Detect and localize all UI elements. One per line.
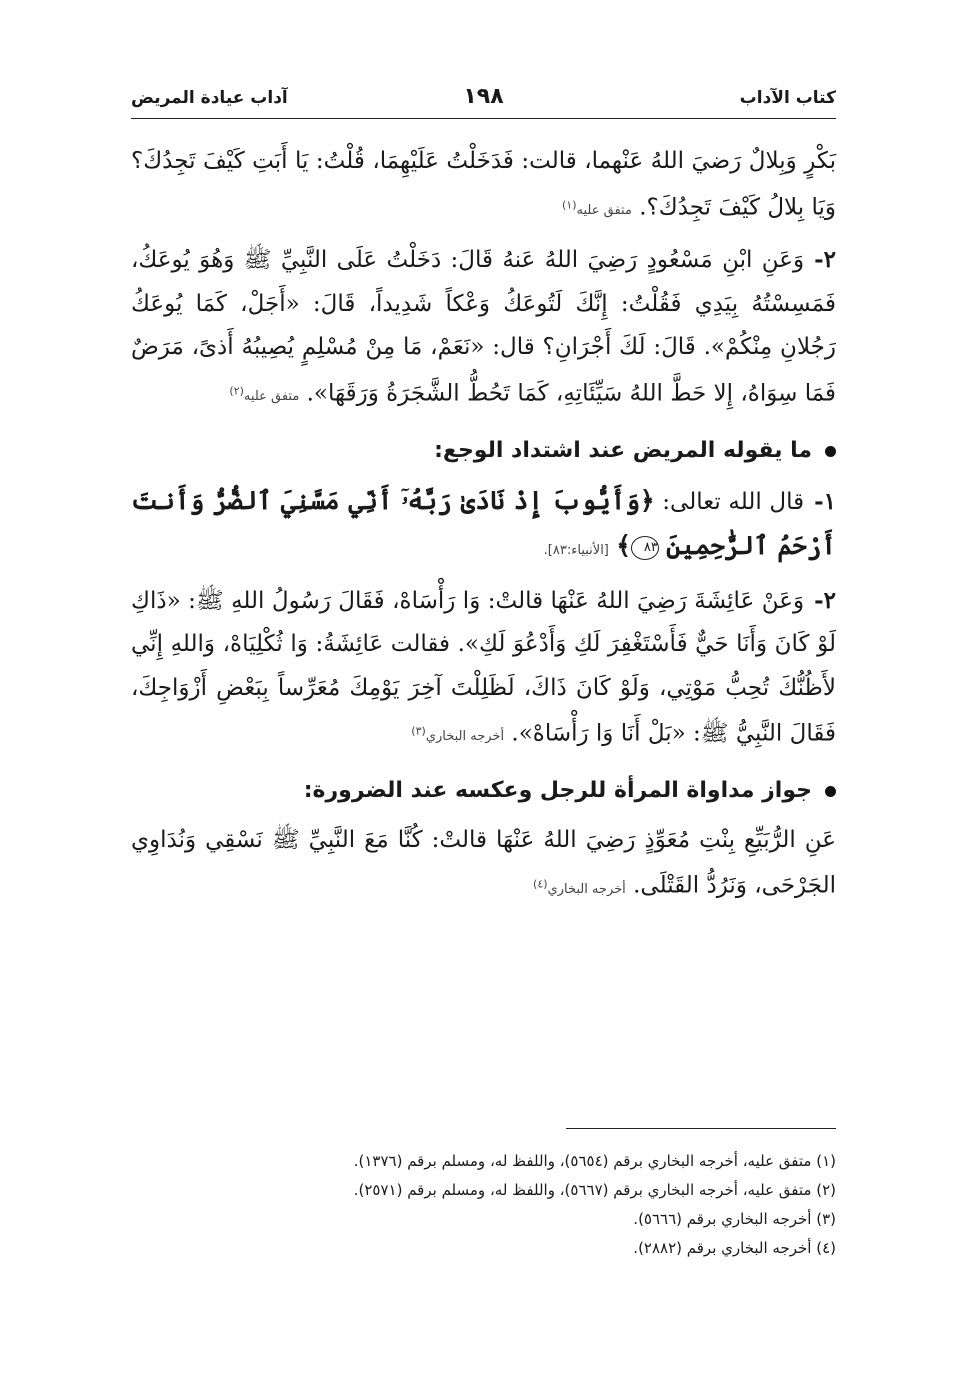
item-number: ٢- (814, 246, 836, 274)
footnote-marker[interactable]: (١) (562, 198, 577, 212)
page-number: ١٩٨ (463, 84, 504, 109)
footnote-divider (566, 1128, 836, 1129)
paragraph-1 (131, 140, 836, 232)
section-heading: جواز مداواة المرأة للرجل وعكسه عند الضرورة: (131, 769, 836, 813)
item-number: ٢- (814, 586, 836, 614)
page-body (131, 140, 836, 911)
paragraph-text: عَنِ الرُّبَيِّعِ بِنْتِ مُعَوِّذٍ رَضِيَ اللهُ عَنْهَا قالتْ: كُنَّا مَعَ النَّبِيِّ ﷺ نَسْقِي وَنُدَاوِي الجَرْحَى، وَنَرُدُّ القَتْلَى. (131, 826, 836, 899)
footnote-marker[interactable]: (٢) (229, 384, 244, 398)
verse-intro: قال الله تعالى: (662, 488, 805, 515)
footnote-item: (٤) أخرجه البخاري برقم (٢٨٨٢). (633, 1239, 836, 1257)
hadith-2 (131, 238, 836, 418)
hadith-reference: متفق عليه$^{(٢)}$ (229, 384, 300, 405)
hadith-reference: أخرجه البخاري$^{(٣)}$ (411, 725, 505, 745)
footnotes (131, 1147, 836, 1263)
header-divider (131, 118, 836, 119)
surah-reference: [الأنبياء:٨٣]. (543, 543, 609, 559)
bullet-icon (825, 446, 836, 457)
chapter-title: آداب عيادة المريض (131, 88, 288, 108)
item-number: ١- (814, 487, 836, 515)
hadith-rubayyi (131, 819, 836, 911)
page-header (131, 84, 836, 118)
quran-verse-item (131, 479, 836, 573)
hadith-aisha (131, 579, 836, 759)
ayah-number-icon: ٨٣ (631, 536, 659, 560)
section-heading: ما يقوله المريض عند اشتداد الوجع: (131, 429, 836, 473)
quran-verse: ﴿وَأَيُّوبَ إِذْ نَادَىٰ رَبَّهُۥٓ أَنِّي مَسَّنِيَ ٱلضُّرُّ وَأَنتَ أَرْحَمُ ٱلرَّٰحِمِينَ (131, 485, 836, 561)
paragraph-text: وَعَنِ ابْنِ مَسْعُودٍ رَضِيَ اللهُ عَنهُ قَالَ: دَخَلْتُ عَلَى النَّبِيِّ ﷺ وَهُوَ يُوعَكُ، فَمَسِسْتُهُ بِيَدِي فَقُلْتُ: إِنَّكَ لَتُوعَكُ وَعْكاً شَدِيداً، قَالَ: «أَجَلْ، كَمَا يُوعَكُ رَجُلانِ مِنْكُمْ». قَالَ: لَكَ أَجْرَانِ؟ قال: «نَعَمْ، مَا مِنْ مُسْلِمٍ يُصِيبُهُ أَذىً، مَرَضٌ فَمَا سِوَاهُ، إِلا حَطَّ اللهُ سَيِّئَاتِهِ، كَمَا تَحُطُّ الشَّجَرَةُ وَرَقَهَا». (131, 247, 836, 407)
footnote-item: (١) متفق عليه، أخرجه البخاري برقم (٥٦٥٤)، واللفظ له، ومسلم برقم (١٣٧٦). (353, 1152, 836, 1170)
hadith-reference: متفق عليه$^{(١)}$ (562, 198, 632, 218)
hadith-reference: أخرجه البخاري$^{(٤)}$ (533, 877, 626, 897)
paragraph-text: وَعَنْ عَائِشَةَ رَضِيَ اللهُ عَنْهَا قالتْ: وَا رَأْسَاهْ، فَقَالَ رَسُولُ اللهِ ﷺ: «ذَاكِ لَوْ كَانَ وَأَنَا حَيٌّ فَأَسْتَغْفِرَ لَكِ وَأَدْعُوَ لَكِ». فقالت عَائِشَةُ: وَا ثُكْلِيَاهْ، وَاللهِ إِنِّي لأَظُنُّكَ تُحِبُّ مَوْتِي، وَلَوْ كَانَ ذَاكَ، لَظَلِلْتَ آخِرَ يَوْمِكَ مُعَرِّساً بِبَعْضِ أَزْوَاجِكَ، فَقَالَ النَّبِيُّ ﷺ: «بَلْ أَنَا وَا رَأْسَاهْ». (131, 587, 836, 747)
footnote-marker[interactable]: (٣) (411, 725, 426, 739)
bullet-icon (825, 786, 836, 797)
footnote-item: (٣) أخرجه البخاري برقم (٥٦٦٦). (633, 1210, 836, 1228)
book-title: كتاب الآداب (739, 88, 836, 108)
paragraph-text: بَكْرٍ وَبِلالٌ رَضيَ اللهُ عَنْهما، قالت: فَدَخَلْتُ عَلَيْهِمَا، قُلْتُ: يَا أَبَتِ كَيْفَ تَجِدُكَ؟ وَيَا بِلالُ كَيْفَ تَجِدُكَ؟. (131, 148, 836, 220)
footnote-item: (٢) متفق عليه، أخرجه البخاري برقم (٥٦٦٧)، واللفظ له، ومسلم برقم (٢٥٧١). (353, 1181, 836, 1199)
verse-close-bracket: ﴾ (616, 531, 631, 561)
footnote-marker[interactable]: (٤) (533, 877, 548, 891)
